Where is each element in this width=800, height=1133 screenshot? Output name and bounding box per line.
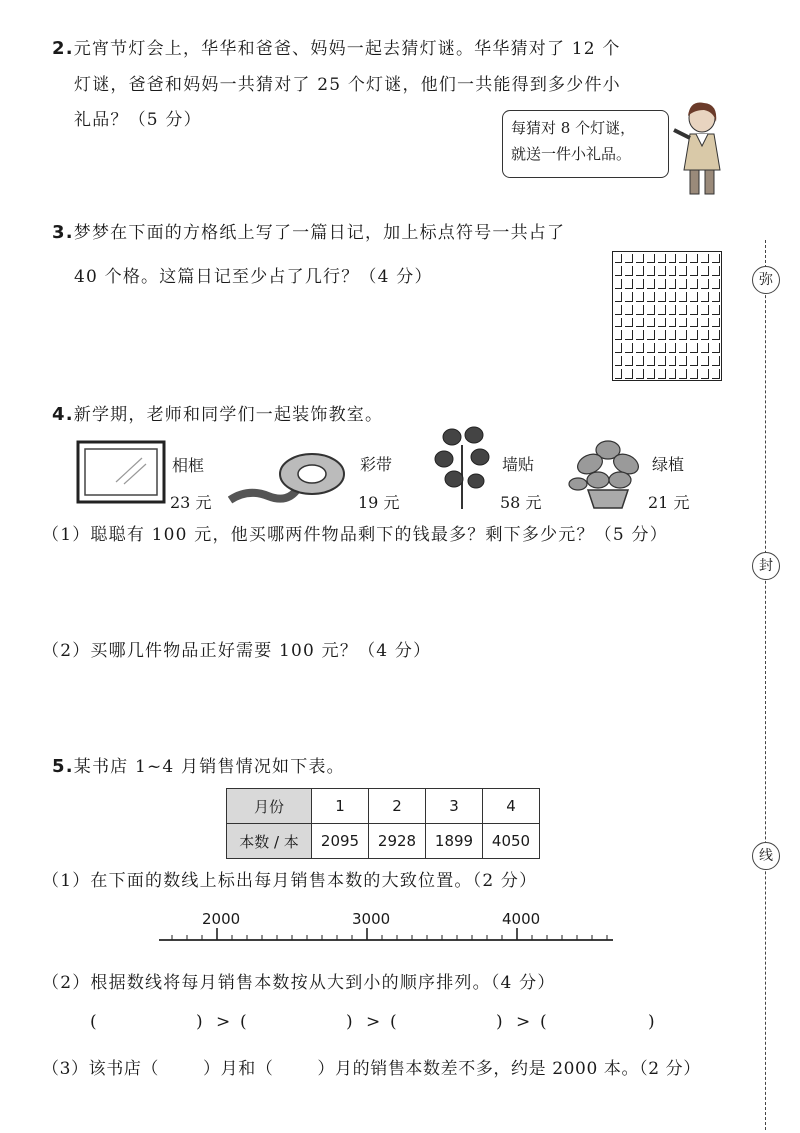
seal-cut-line	[765, 240, 766, 1130]
grid-cell	[625, 369, 633, 379]
grid-cell	[625, 305, 633, 315]
grid-cell	[701, 330, 709, 340]
grid-cell	[636, 330, 644, 340]
grid-cell	[669, 330, 677, 340]
grid-cell	[679, 330, 687, 340]
grid-cell	[658, 330, 666, 340]
grid-cell	[669, 254, 677, 264]
grid-paper	[612, 251, 722, 381]
table-cell-month: 1	[312, 789, 369, 824]
grid-cell	[625, 356, 633, 366]
grid-cell	[636, 343, 644, 353]
grid-cell	[647, 279, 655, 289]
grid-cell	[615, 330, 623, 340]
table-cell-month: 3	[426, 789, 483, 824]
grid-cell	[636, 318, 644, 328]
item-price-sticker: 58 元	[500, 493, 542, 512]
table-cell-value: 4050	[483, 824, 540, 859]
grid-cell	[636, 356, 644, 366]
grid-cell	[647, 356, 655, 366]
grid-cell	[701, 254, 709, 264]
grid-cell	[625, 279, 633, 289]
grid-cell	[701, 292, 709, 302]
item-name-sticker: 墙贴	[502, 455, 535, 474]
table-header-count: 本数 / 本	[227, 824, 312, 859]
grid-cell	[712, 254, 720, 264]
grid-cell	[669, 356, 677, 366]
grid-cell	[658, 266, 666, 276]
grid-cell	[636, 369, 644, 379]
grid-cell	[669, 279, 677, 289]
grid-cell	[690, 356, 698, 366]
grid-cell	[679, 254, 687, 264]
grid-cell	[701, 305, 709, 315]
grid-cell	[658, 369, 666, 379]
q5-sub-1: （1）在下面的数线上标出每月销售本数的大致位置。（2 分）	[42, 871, 538, 891]
grid-cell	[701, 266, 709, 276]
q5-line-1	[52, 752, 345, 777]
order-blank-4-open: (	[540, 1012, 548, 1032]
grid-cell	[658, 318, 666, 328]
potted-plant-icon	[568, 430, 648, 510]
grid-cell	[658, 292, 666, 302]
q2-line-3: 礼品？（5 分）	[74, 110, 202, 130]
grid-cell	[669, 266, 677, 276]
grid-cell	[647, 318, 655, 328]
table-cell-value: 2095	[312, 824, 369, 859]
grid-cell	[679, 305, 687, 315]
grid-cell	[658, 356, 666, 366]
grid-cell	[701, 356, 709, 366]
q2-line-1	[52, 34, 621, 59]
grid-cell	[615, 369, 623, 379]
grid-cell	[636, 279, 644, 289]
grid-cell	[679, 369, 687, 379]
grid-cell	[647, 330, 655, 340]
bubble-line-2: 就送一件小礼品。	[511, 145, 632, 163]
grid-cell	[636, 254, 644, 264]
grid-cell	[625, 343, 633, 353]
grid-cell	[690, 292, 698, 302]
q4-intro: 新学期，老师和同学们一起装饰教室。	[73, 405, 384, 425]
grid-cell	[615, 254, 623, 264]
order-blank-1-close: )	[196, 1012, 204, 1032]
grid-cell	[679, 356, 687, 366]
number-line-label-2000: 2000	[202, 910, 241, 928]
grid-cell	[625, 266, 633, 276]
q5-sub-3-a: （3）该书店（	[42, 1059, 160, 1079]
q5-number: 5.	[52, 756, 74, 777]
grid-cell	[690, 330, 698, 340]
grid-cell	[690, 318, 698, 328]
greater-than-1: >	[216, 1012, 232, 1032]
q3-text-1: 梦梦在下面的方格纸上写了一篇日记，加上标点符号一共占了	[73, 223, 566, 243]
item-name-frame: 相框	[172, 456, 205, 475]
grid-cell	[701, 343, 709, 353]
q5-sub-3-b: ）月和（	[203, 1059, 274, 1079]
q2-text-1: 元宵节灯会上，华华和爸爸、妈妈一起去猜灯谜。华华猜对了 12 个	[73, 39, 621, 59]
grid-cell	[615, 343, 623, 353]
grid-cell	[690, 369, 698, 379]
grid-cell	[690, 343, 698, 353]
table-row-months	[227, 789, 540, 824]
item-price-ribbon: 19 元	[358, 493, 400, 512]
grid-cell	[658, 343, 666, 353]
grid-cell	[615, 292, 623, 302]
q5-sub-2: （2）根据数线将每月销售本数按从大到小的顺序排列。（4 分）	[42, 973, 556, 993]
table-row-values	[227, 824, 540, 859]
grid-cell	[712, 279, 720, 289]
teacher-icon	[668, 100, 728, 200]
grid-cell	[615, 279, 623, 289]
grid-cell	[712, 343, 720, 353]
grid-cell	[679, 318, 687, 328]
grid-cell	[690, 279, 698, 289]
grid-cell	[712, 305, 720, 315]
seal-char-2: 封	[752, 552, 780, 580]
q3-line-2: 40 个格。这篇日记至少占了几行？（4 分）	[74, 267, 433, 287]
seal-char-1: 弥	[752, 266, 780, 294]
grid-cell	[669, 318, 677, 328]
table-cell-value: 1899	[426, 824, 483, 859]
sales-table	[226, 788, 540, 859]
q5-intro: 某书店 1~4 月销售情况如下表。	[73, 757, 345, 777]
grid-cell	[636, 305, 644, 315]
item-name-plant: 绿植	[652, 455, 685, 474]
q3-number: 3.	[52, 222, 74, 243]
grid-cell	[712, 330, 720, 340]
grid-cell	[701, 318, 709, 328]
grid-cell	[712, 292, 720, 302]
order-blank-2-open: (	[240, 1012, 248, 1032]
grid-cell	[647, 266, 655, 276]
grid-cell	[658, 305, 666, 315]
order-blank-1-open: (	[90, 1012, 98, 1032]
item-price-frame: 23 元	[170, 493, 212, 512]
bubble-line-1: 每猜对 8 个灯谜，	[511, 119, 636, 137]
grid-cell	[636, 266, 644, 276]
grid-cell	[625, 292, 633, 302]
table-cell-month: 4	[483, 789, 540, 824]
picture-frame-icon	[76, 440, 168, 506]
q5-sub-3	[42, 1054, 701, 1079]
grid-cell	[679, 343, 687, 353]
table-cell-month: 2	[369, 789, 426, 824]
grid-cell	[669, 369, 677, 379]
grid-cell	[647, 369, 655, 379]
number-line-label-3000: 3000	[352, 910, 391, 928]
greater-than-2: >	[366, 1012, 382, 1032]
order-blank-3-close: )	[496, 1012, 504, 1032]
grid-cell	[669, 305, 677, 315]
q5-sub-3-c: ）月的销售本数差不多，约是 2000 本。（2 分）	[317, 1059, 701, 1079]
grid-cell	[658, 279, 666, 289]
grid-cell	[647, 343, 655, 353]
seal-char-3: 线	[752, 842, 780, 870]
orchid-sticker-icon	[430, 425, 494, 509]
grid-cell	[712, 266, 720, 276]
grid-cell	[647, 292, 655, 302]
grid-cell	[690, 266, 698, 276]
item-name-ribbon: 彩带	[360, 455, 393, 474]
q4-line-1	[52, 400, 383, 425]
number-line[interactable]	[155, 926, 617, 946]
order-blank-2-close: )	[346, 1012, 354, 1032]
grid-cell	[625, 330, 633, 340]
grid-cell	[669, 343, 677, 353]
hint-speech-bubble	[502, 110, 669, 178]
grid-cell	[701, 279, 709, 289]
q4-sub-2: （2）买哪几件物品正好需要 100 元？（4 分）	[42, 641, 432, 661]
grid-cell	[701, 369, 709, 379]
grid-cell	[669, 292, 677, 302]
grid-cell	[625, 318, 633, 328]
grid-cell	[625, 254, 633, 264]
number-line-label-4000: 4000	[502, 910, 541, 928]
order-blank-4-close: )	[648, 1012, 656, 1032]
grid-cell	[658, 254, 666, 264]
greater-than-3: >	[516, 1012, 532, 1032]
grid-cell	[712, 318, 720, 328]
grid-cell	[647, 254, 655, 264]
grid-cell	[636, 292, 644, 302]
grid-cell	[679, 266, 687, 276]
order-blank-3-open: (	[390, 1012, 398, 1032]
q2-line-2: 灯谜，爸爸和妈妈一共猜对了 25 个灯谜，他们一共能得到多少件小	[74, 75, 621, 95]
grid-cell	[615, 356, 623, 366]
grid-cell	[690, 305, 698, 315]
q2-number: 2.	[52, 38, 74, 59]
grid-cell	[712, 356, 720, 366]
grid-cell	[615, 266, 623, 276]
grid-cell	[712, 369, 720, 379]
q4-number: 4.	[52, 404, 74, 425]
grid-cell	[690, 254, 698, 264]
item-price-plant: 21 元	[648, 493, 690, 512]
grid-cell	[679, 292, 687, 302]
q4-sub-1: （1）聪聪有 100 元，他买哪两件物品剩下的钱最多？剩下多少元？（5 分）	[42, 525, 668, 545]
grid-cell	[615, 318, 623, 328]
grid-cell	[679, 279, 687, 289]
table-cell-value: 2928	[369, 824, 426, 859]
table-header-month: 月份	[227, 789, 312, 824]
q3-line-1	[52, 218, 565, 243]
grid-cell	[615, 305, 623, 315]
grid-cell	[647, 305, 655, 315]
ribbon-roll-icon	[228, 448, 348, 508]
